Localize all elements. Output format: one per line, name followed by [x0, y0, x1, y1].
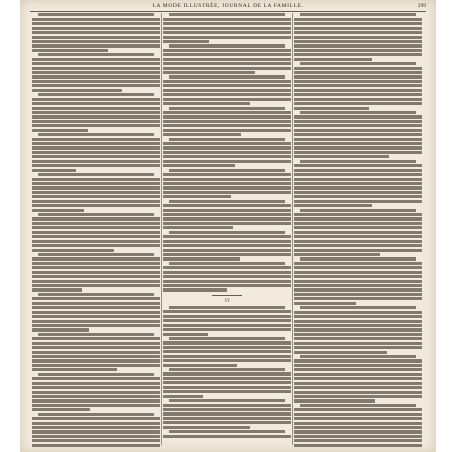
- text-line: [294, 324, 422, 327]
- text-line: [163, 315, 291, 318]
- text-line: [32, 75, 160, 78]
- text-line: [300, 160, 416, 163]
- text-line: [294, 44, 422, 47]
- text-line: [294, 417, 422, 420]
- text-line: [32, 240, 160, 243]
- text-line: [163, 408, 291, 411]
- text-line: [32, 44, 160, 47]
- text-line: [32, 439, 160, 442]
- text-line: [163, 235, 291, 238]
- text-line: [163, 328, 291, 331]
- text-line: [294, 138, 422, 141]
- text-line: [32, 102, 160, 105]
- text-line: [163, 102, 250, 105]
- text-line: [169, 200, 285, 203]
- text-line: [32, 355, 160, 358]
- text-line: [163, 244, 291, 247]
- text-line: [32, 142, 160, 145]
- text-line: [163, 377, 291, 380]
- text-column-1: [32, 12, 160, 448]
- text-line: [294, 200, 422, 203]
- text-line: [32, 226, 160, 229]
- text-line: [294, 124, 422, 127]
- text-line: [32, 342, 160, 345]
- text-line: [32, 337, 160, 340]
- section-rule: [212, 295, 242, 296]
- text-line: [163, 217, 291, 220]
- text-line: [32, 377, 160, 380]
- text-line: [32, 320, 160, 323]
- text-line: [38, 93, 154, 96]
- text-line: [294, 93, 422, 96]
- text-line: [294, 53, 422, 56]
- text-line: [38, 253, 154, 256]
- text-line: [294, 382, 422, 385]
- text-line: [163, 346, 291, 349]
- text-line: [163, 404, 291, 407]
- text-line: [294, 262, 422, 265]
- running-title: LA MODE ILLUSTRÉE, JOURNAL DE LA FAMILLE.: [152, 3, 304, 9]
- text-line: [32, 80, 160, 83]
- text-line: [163, 275, 291, 278]
- text-line: [169, 262, 285, 265]
- text-line: [163, 195, 231, 198]
- text-line: [32, 444, 160, 447]
- text-line: [163, 266, 291, 269]
- text-line: [163, 133, 241, 136]
- text-line: [32, 288, 82, 291]
- text-line: [163, 355, 291, 358]
- text-line: [163, 36, 291, 39]
- text-line: [294, 426, 422, 429]
- newspaper-page: [20, 0, 436, 452]
- text-line: [32, 209, 84, 212]
- text-line: [294, 71, 422, 74]
- text-line: [163, 84, 291, 87]
- text-line: [163, 98, 291, 101]
- text-line: [294, 315, 422, 318]
- text-line: [163, 226, 233, 229]
- text-line: [294, 302, 356, 305]
- text-line: [32, 146, 160, 149]
- text-line: [163, 280, 291, 283]
- text-line: [32, 231, 160, 234]
- text-line: [32, 151, 160, 154]
- text-line: [32, 186, 160, 189]
- text-line: [294, 244, 422, 247]
- text-line: [169, 13, 285, 16]
- text-line: [294, 204, 372, 207]
- text-line: [32, 266, 160, 269]
- text-line: [163, 155, 291, 158]
- text-line: [32, 89, 122, 92]
- text-line: [294, 31, 422, 34]
- text-line: [163, 124, 291, 127]
- text-line: [32, 178, 160, 181]
- text-line: [169, 430, 285, 433]
- text-line: [32, 244, 160, 247]
- text-line: [38, 173, 154, 176]
- text-line: [163, 160, 291, 163]
- text-line: [38, 53, 154, 56]
- text-line: [294, 49, 422, 52]
- text-line: [294, 195, 422, 198]
- text-line: [32, 84, 160, 87]
- text-line: [300, 62, 416, 65]
- text-line: [38, 333, 154, 336]
- text-line: [300, 209, 416, 212]
- text-line: [32, 107, 160, 110]
- text-line: [32, 280, 160, 283]
- text-line: [32, 115, 160, 118]
- text-line: [294, 75, 422, 78]
- text-line: [32, 359, 160, 362]
- text-line: [163, 240, 291, 243]
- text-line: [163, 412, 291, 415]
- text-line: [169, 306, 285, 309]
- text-line: [163, 111, 291, 114]
- text-line: [163, 71, 255, 74]
- text-line: [169, 44, 285, 47]
- text-line: [169, 138, 285, 141]
- text-line: [163, 284, 291, 287]
- text-line: [32, 249, 114, 252]
- text-line: [163, 89, 291, 92]
- text-line: [32, 164, 160, 167]
- text-line: [294, 120, 422, 123]
- text-line: [32, 27, 160, 30]
- text-line: [32, 40, 160, 43]
- text-line: [163, 395, 203, 398]
- text-line: [32, 67, 160, 70]
- text-line: [294, 284, 422, 287]
- text-line: [294, 36, 422, 39]
- text-line: [32, 430, 160, 433]
- text-line: [163, 319, 291, 322]
- text-line: [294, 151, 422, 154]
- text-line: [294, 84, 422, 87]
- page-number: 299: [417, 3, 426, 9]
- text-line: [294, 67, 422, 70]
- text-line: [163, 222, 291, 225]
- text-line: [294, 235, 422, 238]
- text-line: [294, 275, 422, 278]
- text-line: [294, 337, 422, 340]
- text-line: [163, 249, 291, 252]
- text-line: [294, 351, 387, 354]
- text-line: [163, 310, 291, 313]
- text-line: [294, 217, 422, 220]
- text-line: [32, 346, 160, 349]
- text-column-2: [163, 12, 291, 448]
- text-line: [294, 164, 422, 167]
- text-line: [32, 49, 108, 52]
- text-line: [294, 226, 422, 229]
- text-line: [163, 341, 291, 344]
- text-line: [163, 22, 291, 25]
- text-line: [163, 164, 235, 167]
- text-line: [32, 328, 89, 331]
- text-line: [32, 306, 160, 309]
- text-line: [32, 169, 76, 172]
- text-line: [32, 62, 160, 65]
- text-line: [32, 160, 160, 163]
- text-line: [163, 120, 291, 123]
- text-line: [32, 417, 160, 420]
- text-line: [294, 178, 422, 181]
- text-line: [32, 271, 160, 274]
- text-line: [38, 13, 154, 16]
- text-line: [294, 293, 422, 296]
- text-line: [163, 364, 237, 367]
- text-line: [294, 186, 422, 189]
- text-line: [294, 155, 389, 158]
- text-line: [32, 257, 160, 260]
- text-line: [163, 115, 291, 118]
- text-line: [294, 58, 372, 61]
- text-line: [38, 133, 154, 136]
- text-line: [294, 27, 422, 30]
- text-line: [294, 435, 422, 438]
- text-line: [163, 182, 291, 185]
- text-line: [294, 368, 422, 371]
- text-line: [169, 368, 285, 371]
- text-line: [294, 142, 422, 145]
- text-line: [294, 146, 422, 149]
- text-line: [294, 173, 422, 176]
- text-line: [163, 381, 291, 384]
- text-line: [294, 386, 422, 389]
- text-line: [294, 249, 422, 252]
- text-line: [32, 368, 117, 371]
- text-line: [294, 40, 422, 43]
- text-line: [163, 417, 291, 420]
- text-line: [163, 204, 291, 207]
- text-line: [32, 111, 160, 114]
- text-line: [38, 373, 154, 376]
- text-line: [32, 58, 160, 61]
- text-line: [38, 413, 154, 416]
- text-line: [32, 404, 160, 407]
- text-line: [294, 115, 422, 118]
- text-line: [294, 430, 422, 433]
- text-line: [169, 107, 285, 110]
- text-line: [32, 124, 160, 127]
- text-line: [294, 444, 422, 447]
- text-line: [32, 262, 160, 265]
- text-line: [163, 350, 291, 353]
- text-line: [294, 280, 422, 283]
- text-line: [32, 204, 160, 207]
- text-line: [32, 324, 160, 327]
- text-line: [163, 271, 291, 274]
- text-line: [32, 408, 90, 411]
- column-divider: [161, 13, 162, 445]
- text-line: [294, 213, 422, 216]
- text-line: [32, 311, 160, 314]
- text-line: [32, 426, 160, 429]
- text-line: [32, 386, 160, 389]
- text-line: [163, 27, 291, 30]
- section-number: VI: [224, 298, 230, 304]
- text-line: [163, 40, 209, 43]
- text-line: [163, 386, 291, 389]
- text-line: [32, 302, 160, 305]
- column-divider: [292, 13, 293, 445]
- text-line: [32, 284, 160, 287]
- text-line: [32, 222, 160, 225]
- text-line: [163, 18, 291, 21]
- text-line: [32, 364, 160, 367]
- text-line: [294, 413, 422, 416]
- text-line: [169, 75, 285, 78]
- text-line: [32, 120, 160, 123]
- text-line: [163, 253, 291, 256]
- text-line: [294, 288, 422, 291]
- text-line: [294, 297, 422, 300]
- text-line: [163, 62, 291, 65]
- text-line: [294, 107, 369, 110]
- text-line: [32, 395, 160, 398]
- text-line: [32, 98, 160, 101]
- text-line: [32, 200, 160, 203]
- text-line: [300, 355, 416, 358]
- text-line: [294, 373, 422, 376]
- text-line: [294, 266, 422, 269]
- text-line: [32, 351, 160, 354]
- text-line: [163, 213, 291, 216]
- text-line: [163, 288, 227, 291]
- text-column-3: [294, 12, 422, 448]
- text-line: [163, 67, 291, 70]
- text-line: [163, 209, 291, 212]
- text-line: [32, 22, 160, 25]
- text-line: [294, 102, 422, 105]
- text-line: [294, 253, 380, 256]
- text-line: [294, 408, 422, 411]
- text-line: [32, 195, 160, 198]
- text-line: [294, 240, 422, 243]
- text-line: [163, 372, 291, 375]
- text-line: [163, 324, 291, 327]
- text-line: [294, 391, 422, 394]
- text-line: [32, 422, 160, 425]
- text-line: [294, 395, 422, 398]
- text-line: [32, 182, 160, 185]
- text-line: [32, 382, 160, 385]
- text-line: [294, 364, 422, 367]
- text-line: [32, 129, 88, 132]
- text-line: [294, 133, 422, 136]
- text-line: [163, 80, 291, 83]
- text-line: [294, 422, 422, 425]
- text-line: [32, 191, 160, 194]
- text-line: [294, 191, 422, 194]
- text-line: [163, 421, 291, 424]
- text-line: [163, 151, 291, 154]
- text-line: [300, 111, 416, 114]
- text-line: [32, 155, 160, 158]
- text-line: [169, 231, 285, 234]
- text-line: [32, 297, 160, 300]
- text-line: [300, 13, 416, 16]
- text-line: [294, 399, 375, 402]
- text-line: [294, 98, 422, 101]
- text-line: [163, 435, 291, 438]
- text-line: [169, 337, 285, 340]
- text-line: [294, 129, 422, 132]
- text-line: [294, 169, 422, 172]
- text-line: [163, 58, 291, 61]
- text-line: [32, 435, 160, 438]
- text-line: [163, 359, 291, 362]
- text-line: [32, 71, 160, 74]
- text-line: [32, 235, 160, 238]
- text-line: [294, 346, 422, 349]
- text-line: [294, 333, 422, 336]
- text-line: [32, 31, 160, 34]
- text-line: [38, 293, 154, 296]
- text-line: [294, 182, 422, 185]
- text-line: [294, 22, 422, 25]
- text-line: [294, 439, 422, 442]
- text-line: [163, 426, 250, 429]
- text-line: [294, 89, 422, 92]
- text-line: [163, 186, 291, 189]
- text-line: [294, 80, 422, 83]
- text-line: [294, 311, 422, 314]
- text-line: [300, 306, 416, 309]
- text-line: [163, 129, 291, 132]
- text-line: [163, 178, 291, 181]
- text-line: [163, 390, 291, 393]
- text-line: [294, 342, 422, 345]
- text-line: [294, 328, 422, 331]
- text-line: [32, 36, 160, 39]
- text-line: [163, 173, 291, 176]
- text-line: [163, 142, 291, 145]
- text-line: [169, 399, 285, 402]
- text-line: [32, 18, 160, 21]
- text-line: [32, 391, 160, 394]
- text-line: [294, 231, 422, 234]
- text-line: [38, 213, 154, 216]
- text-line: [163, 53, 291, 56]
- text-line: [163, 191, 291, 194]
- text-line: [163, 49, 291, 52]
- text-line: [32, 275, 160, 278]
- text-line: [32, 217, 160, 220]
- text-line: [294, 359, 422, 362]
- text-line: [169, 169, 285, 172]
- text-line: [163, 31, 291, 34]
- text-line: [163, 257, 240, 260]
- text-line: [163, 333, 208, 336]
- text-line: [294, 18, 422, 21]
- text-line: [32, 315, 160, 318]
- text-line: [300, 257, 416, 260]
- text-line: [163, 93, 291, 96]
- text-line: [294, 222, 422, 225]
- text-line: [163, 146, 291, 149]
- text-line: [32, 138, 160, 141]
- text-line: [294, 271, 422, 274]
- text-line: [300, 404, 416, 407]
- text-line: [32, 399, 160, 402]
- text-line: [294, 377, 422, 380]
- text-line: [294, 320, 422, 323]
